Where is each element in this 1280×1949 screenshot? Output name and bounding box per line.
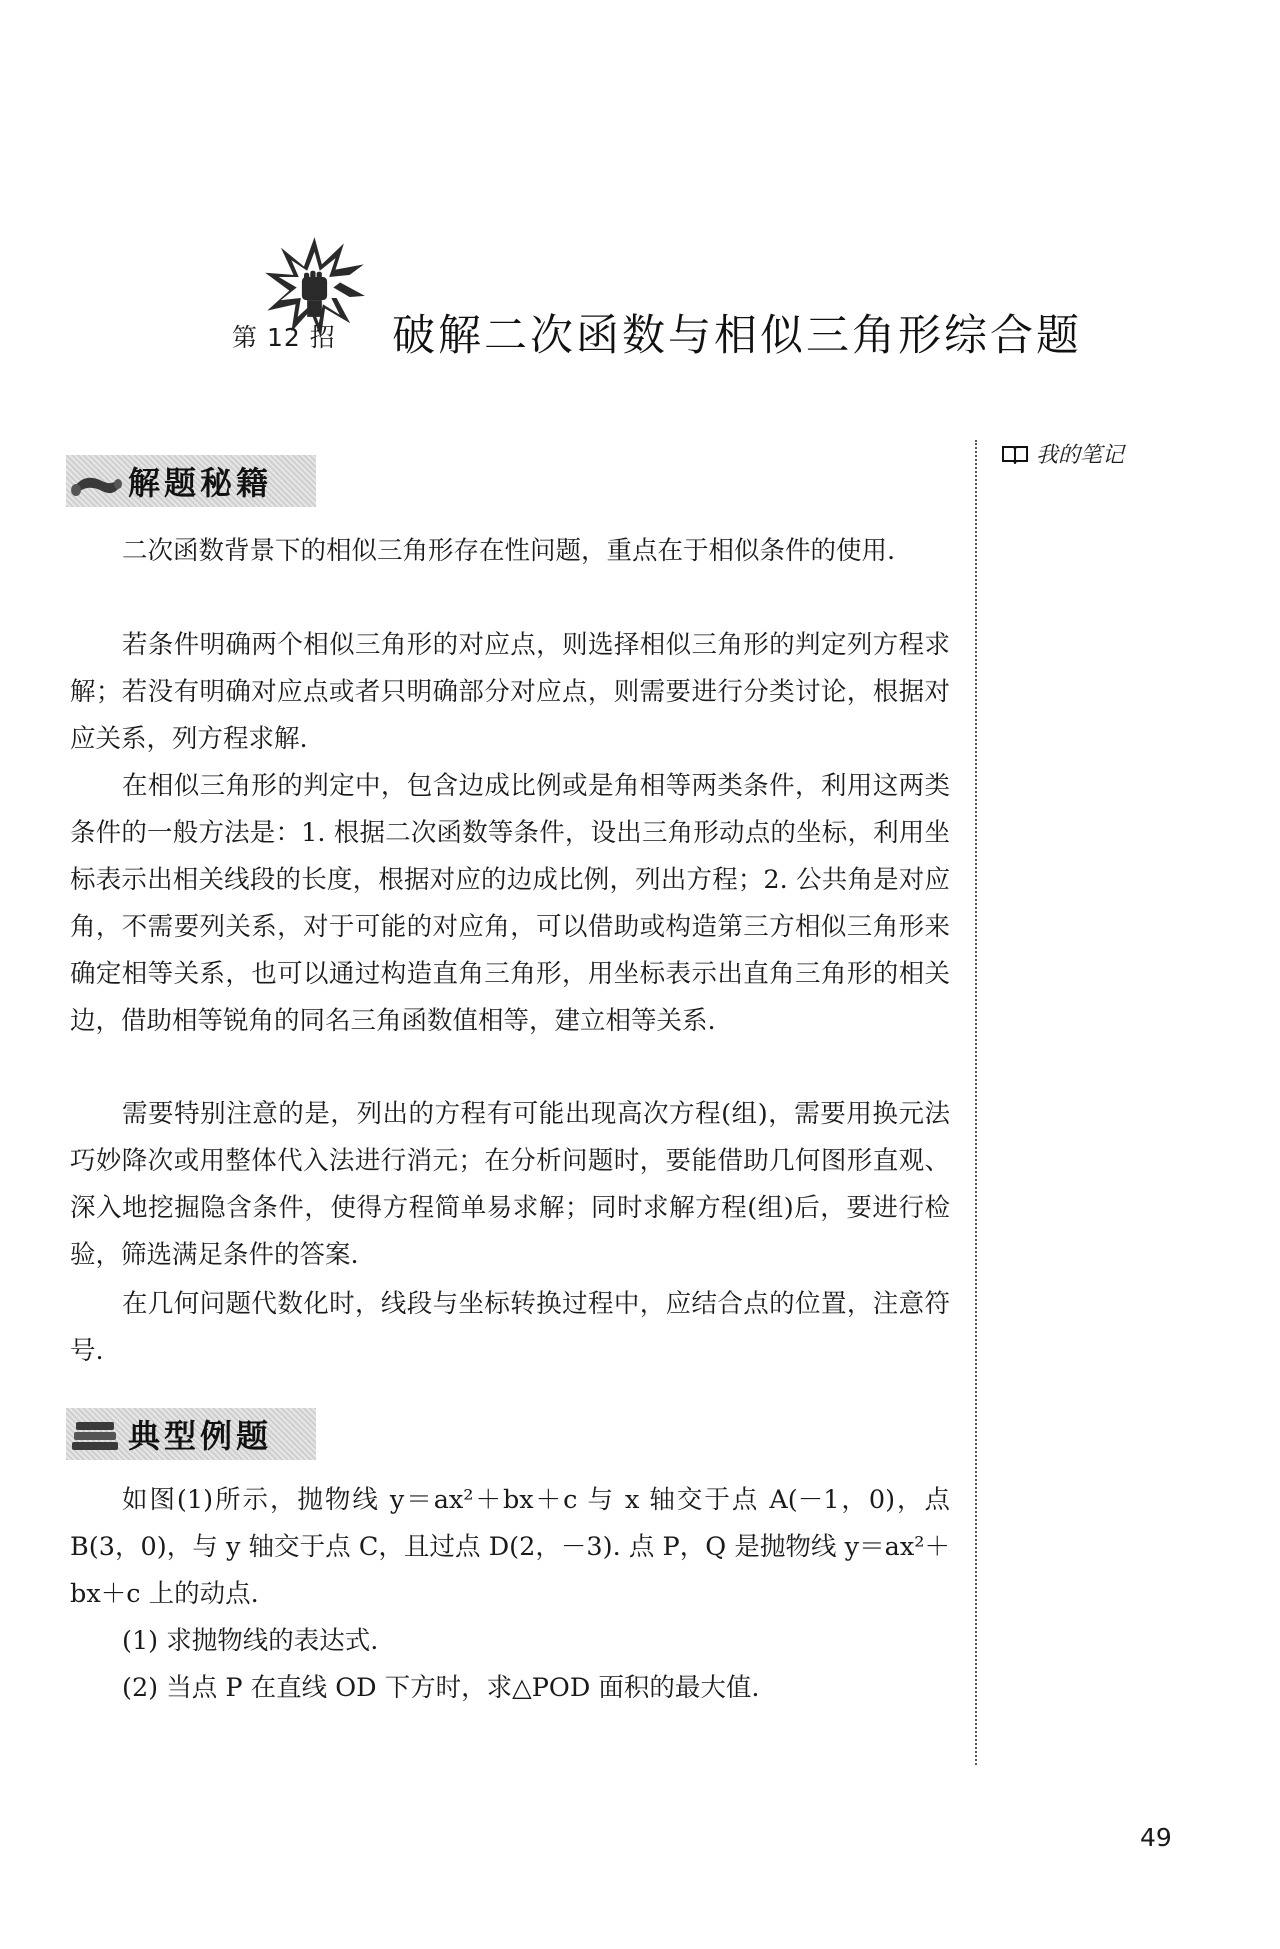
tips-paragraph-4: 需要特别注意的是，列出的方程有可能出现高次方程(组)，需要用换元法巧妙降次或用整体代入法进行消元；在分析问题时，要能借助几何图形直观、深入地挖掘隐含条件，使得方程简单易求解；同时求解方程(组)后，要进行检验，筛选满足条件的答案. [70, 1099, 950, 1270]
example-problem: 如图(1)所示，抛物线 y＝ax²＋bx＋c 与 x 轴交于点 A(－1，0)，点 B(3，0)，与 y 轴交于点 C，且过点 D(2，－3). 点 P，Q 是抛物线 y＝ax²＋bx＋c 上的动点. [70, 1485, 950, 1609]
open-book-icon [1002, 444, 1028, 464]
example-question-1: (1) 求抛物线的表达式. [122, 1626, 379, 1656]
notes-divider [975, 440, 977, 1765]
example-section-banner [66, 1408, 316, 1460]
tips-paragraph-5: 在几何问题代数化时，线段与坐标转换过程中，应结合点的位置，注意符号. [70, 1289, 950, 1366]
example-section-title: 典型例题 [128, 1417, 273, 1455]
tips-section-banner [66, 455, 316, 507]
tips-paragraph-3: 在相似三角形的判定中，包含边成比例或是角相等两类条件，利用这两类条件的一般方法是：1. 根据二次函数等条件，设出三角形动点的坐标，利用坐标表示出相关线段的长度，根据对应的边成比例，列出方程；2. 公共角是对应角，不需要列关系，对于可能的对应角，可以借助或构造第三方相似三角形来确定相等关系，也可以通过构造直角三角形，用坐标表示出直角三角形的相关边，借助相等锐角的同名三角函数值相等，建立相等关系. [70, 771, 950, 1036]
chapter-label: 第 12 招 [232, 323, 336, 352]
notes-heading [1002, 438, 1124, 469]
example-question-2: (2) 当点 P 在直线 OD 下方时，求△POD 面积的最大值. [122, 1673, 760, 1703]
page-number: 49 [1140, 1823, 1172, 1852]
page-title: 破解二次函数与相似三角形综合题 [392, 311, 1082, 361]
tips-paragraph-1: 二次函数背景下的相似三角形存在性问题，重点在于相似条件的使用. [122, 536, 896, 566]
book-stack-icon [68, 1412, 124, 1456]
tips-section-title: 解题秘籍 [128, 464, 273, 502]
scroll-icon [68, 459, 124, 503]
notes-heading-text: 我的笔记 [1036, 443, 1125, 468]
tips-paragraph-2: 若条件明确两个相似三角形的对应点，则选择相似三角形的判定列方程求解；若没有明确对应点或者只明确部分对应点，则需要进行分类讨论，根据对应关系，列方程求解. [70, 630, 950, 754]
